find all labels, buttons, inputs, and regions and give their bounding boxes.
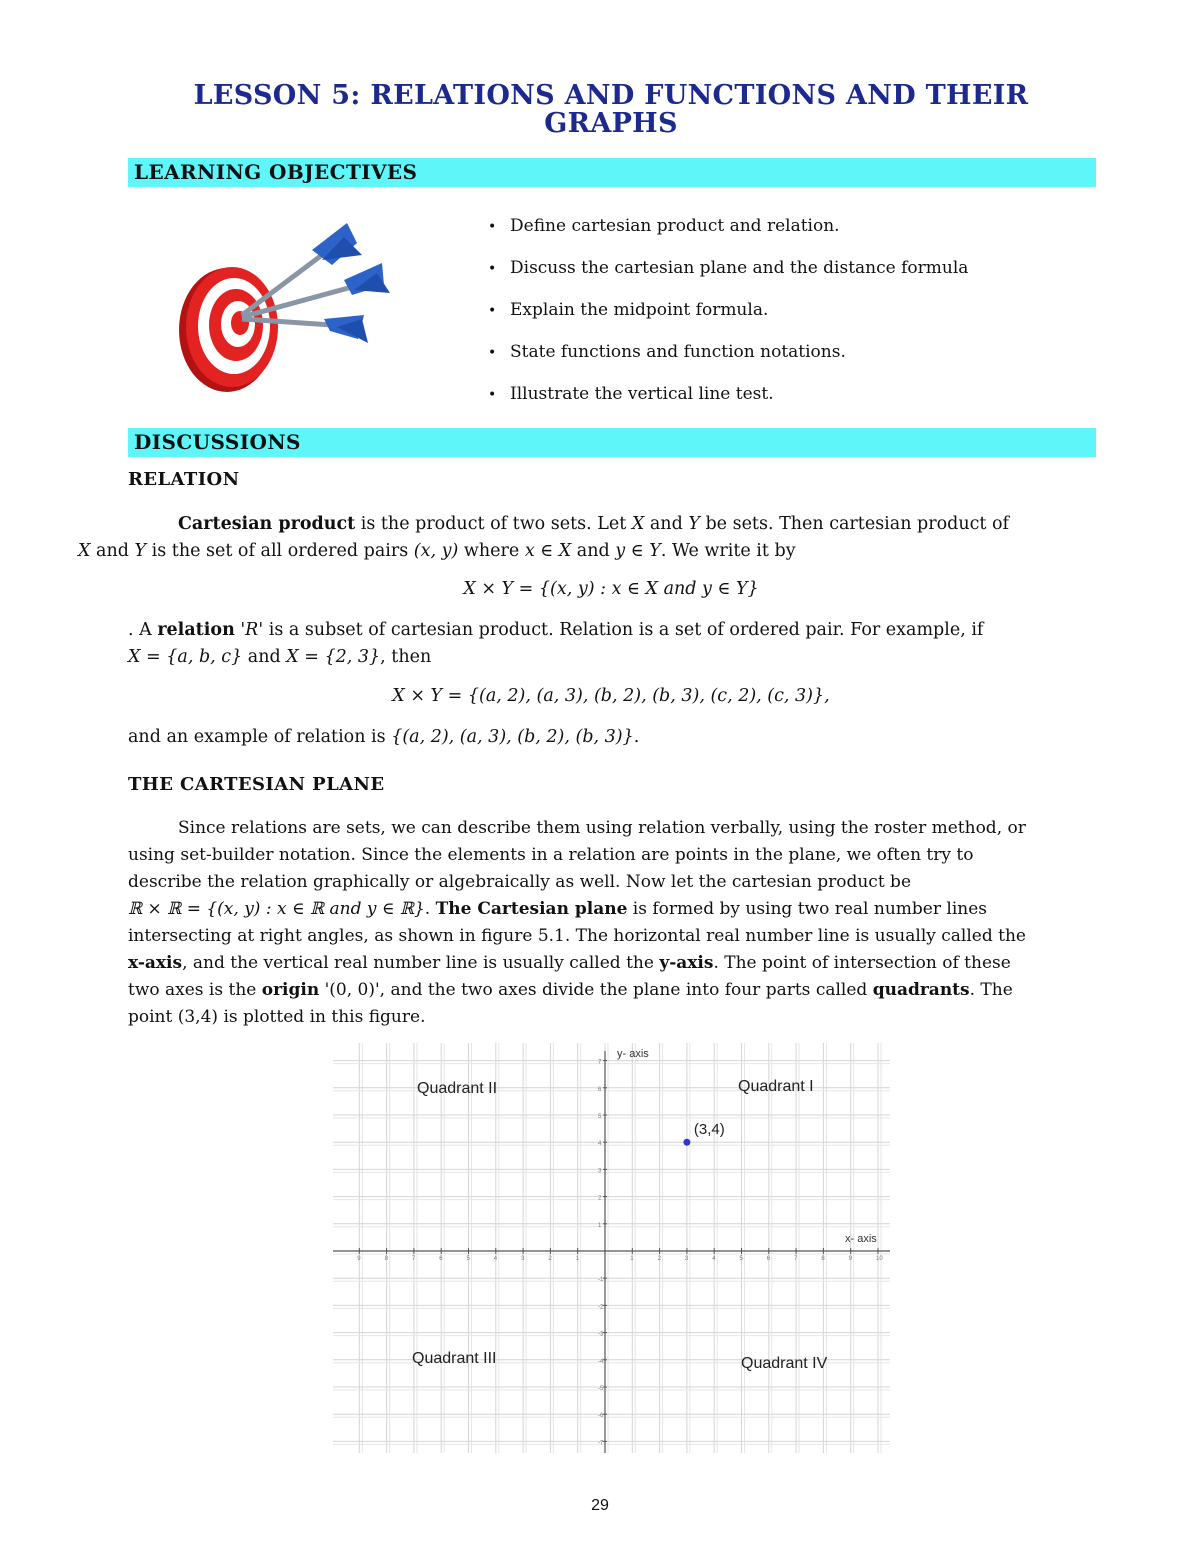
text-span: and (242, 647, 287, 667)
x-tick-label: 8 (384, 1256, 388, 1262)
text-line (128, 950, 1094, 977)
math-var: X (78, 541, 91, 561)
y-tick-label: 4 (598, 1141, 602, 1148)
term-origin: origin (261, 980, 320, 1000)
bullet-icon: • (488, 345, 497, 361)
y-tick-label: 6 (598, 1086, 602, 1093)
objective-text: Discuss the cartesian plane and the distance formula (510, 258, 969, 278)
text-span: is the product of two sets. Let (355, 514, 632, 534)
y-axis-label: y- axis (617, 1048, 649, 1060)
objectives-list (488, 213, 968, 423)
grid-lines (333, 1043, 890, 1453)
math-var: X (631, 514, 645, 534)
x-tick-label: 1 (630, 1256, 634, 1262)
text-span: ' is a subset of cartesian product. Relation is a set of ordered pair. For example, if (258, 620, 984, 640)
text-span: where (458, 541, 525, 561)
learning-objectives-heading: LEARNING OBJECTIVES (128, 158, 1096, 187)
quadrant-4-label: Quadrant IV (741, 1355, 828, 1372)
text-span: . The (969, 980, 1013, 1000)
cartesian-plane-figure (333, 1043, 890, 1453)
x-axis-label: x- axis (845, 1233, 877, 1245)
y-tick-label: 1 (598, 1222, 602, 1229)
y-tick-label: 7 (598, 1059, 602, 1066)
text-span: and (644, 514, 689, 534)
term-quadrants: quadrants (872, 980, 970, 1000)
bullet-icon: • (488, 303, 497, 319)
bullet-icon: • (488, 219, 497, 235)
y-tick-label: -6 (598, 1413, 604, 1420)
objective-text: Illustrate the vertical line test. (510, 384, 774, 404)
equation-example-product: X × Y = {(a, 2), (a, 3), (b, 2), (b, 3), (c, 2), (c, 3)}, (392, 686, 830, 706)
text-line: Since relations are sets, we can describe them using relation verbally, using the roster method, or (178, 818, 1026, 838)
term-y-axis: y-axis (659, 953, 714, 973)
x-tick-label: 7 (794, 1256, 798, 1262)
list-item (488, 339, 968, 381)
data-point-label: (3,4) (693, 1121, 725, 1139)
objective-text: State functions and function notations. (510, 342, 846, 362)
text-span: is the set of all ordered pairs (146, 541, 414, 561)
text-span: , and the vertical real number line is usually called the (182, 953, 660, 973)
text-span: and (90, 541, 135, 561)
text-line (128, 896, 1094, 923)
x-tick-label: 5 (466, 1256, 470, 1262)
math-expr: X = {2, 3} (286, 647, 381, 667)
relation-paragraph-3 (128, 724, 1094, 751)
cartesian-plane-paragraph (128, 815, 1094, 1031)
text-line: using set-builder notation. Since the elements in a relation are points in the plane, we often try to (128, 845, 974, 865)
term-relation: relation (157, 620, 235, 640)
term-x-axis: x-axis (128, 953, 183, 973)
discussions-heading: DISCUSSIONS (128, 428, 1096, 457)
math-expr: {(a, 2), (a, 3), (b, 2), (b, 3)} (391, 727, 634, 747)
quadrant-3-label: Quadrant III (412, 1350, 497, 1367)
math-expr: X = {a, b, c} (128, 647, 243, 667)
text-span: and an example of relation is (128, 727, 392, 747)
quadrant-1-label: Quadrant I (738, 1078, 814, 1095)
math-expr: x ∈ X (524, 541, 572, 561)
lesson-title-line2: GRAPHS (544, 108, 678, 139)
math-expr: (x, y) (413, 541, 459, 561)
text-span: . (424, 899, 436, 919)
bullet-icon: • (488, 387, 497, 403)
y-tick-label: -2 (598, 1304, 604, 1311)
text-line: point (3,4) is plotted in this figure. (128, 1007, 426, 1027)
x-tick-label: 4 (712, 1256, 716, 1262)
relation-heading: RELATION (128, 469, 240, 490)
text-span: . We write it by (660, 541, 796, 561)
y-tick-label: 2 (598, 1195, 602, 1202)
y-tick-label: -3 (598, 1331, 604, 1338)
objective-text: Explain the midpoint formula. (510, 300, 769, 320)
text-span: . (633, 727, 640, 747)
page-number: 29 (591, 1497, 609, 1514)
objective-text: Define cartesian product and relation. (510, 216, 840, 236)
y-tick-label: -7 (598, 1440, 604, 1447)
x-tick-label: 2 (548, 1256, 552, 1262)
lesson-title-line1: LESSON 5: RELATIONS AND FUNCTIONS AND THEIR (193, 80, 1029, 111)
math-expr: y ∈ Y (615, 541, 661, 561)
math-expr: ℝ × ℝ = {(x, y) : x ∈ ℝ and y ∈ ℝ} (128, 899, 425, 919)
y-tick-label: 3 (598, 1168, 602, 1175)
math-var: Y (688, 514, 700, 534)
x-tick-label: 3 (684, 1256, 689, 1262)
x-tick-label: 6 (439, 1256, 443, 1262)
x-tick-label: 10 (876, 1256, 883, 1262)
y-tick-label: -4 (598, 1358, 604, 1365)
x-tick-label: 1 (575, 1256, 580, 1262)
equation-cartesian-product: X × Y = {(x, y) : x ∈ X and y ∈ Y} (463, 579, 759, 599)
x-tick-label: 5 (739, 1256, 743, 1262)
list-item (488, 255, 968, 297)
y-tick-label: 5 (598, 1114, 602, 1120)
term-cartesian-plane: The Cartesian plane (435, 899, 628, 919)
relation-paragraph-2 (128, 617, 1094, 671)
text-span: is formed by using two real number lines (627, 899, 987, 919)
text-span: be sets. Then cartesian product of (699, 514, 1010, 534)
x-tick-label: 8 (821, 1256, 825, 1262)
text-line: describe the relation graphically or algebraically as well. Now let the cartesian product be (128, 872, 912, 892)
data-point (683, 1139, 690, 1146)
text-span: and (571, 541, 616, 561)
bullet-icon: • (488, 261, 497, 277)
relation-paragraph-1 (78, 511, 1094, 565)
list-item (488, 297, 968, 339)
quadrant-2-label: Quadrant II (417, 1080, 498, 1097)
text-span: '(0, 0)', and the two axes divide the plane into four parts called (319, 980, 873, 1000)
x-tick-label: 3 (521, 1256, 525, 1262)
text-span: . A (128, 620, 158, 640)
x-tick-label: 9 (357, 1256, 361, 1262)
lesson-title (128, 82, 1094, 138)
x-tick-label: 9 (848, 1256, 853, 1262)
cartesian-plane-heading: THE CARTESIAN PLANE (128, 774, 385, 795)
text-span: , then (380, 647, 432, 667)
math-var: Y (134, 541, 147, 561)
list-item (488, 381, 968, 423)
math-var: R (245, 620, 259, 640)
text-span: two axes is the (128, 980, 262, 1000)
y-tick-label: -5 (598, 1386, 604, 1392)
text-line: intersecting at right angles, as shown in figure 5.1. The horizontal real number line is usually called the (128, 926, 1026, 946)
text-span: ' (234, 620, 246, 640)
x-tick-label: 2 (657, 1256, 661, 1262)
x-tick-label: 6 (766, 1256, 771, 1262)
dartboard-icon (172, 215, 402, 400)
x-tick-label: 7 (411, 1256, 416, 1262)
x-tick-label: 4 (493, 1256, 498, 1262)
term-cartesian-product: Cartesian product (178, 514, 356, 534)
list-item (488, 213, 968, 255)
text-span: . The point of intersection of these (713, 953, 1011, 973)
y-tick-label: -1 (598, 1277, 604, 1284)
text-line (128, 977, 1094, 1004)
